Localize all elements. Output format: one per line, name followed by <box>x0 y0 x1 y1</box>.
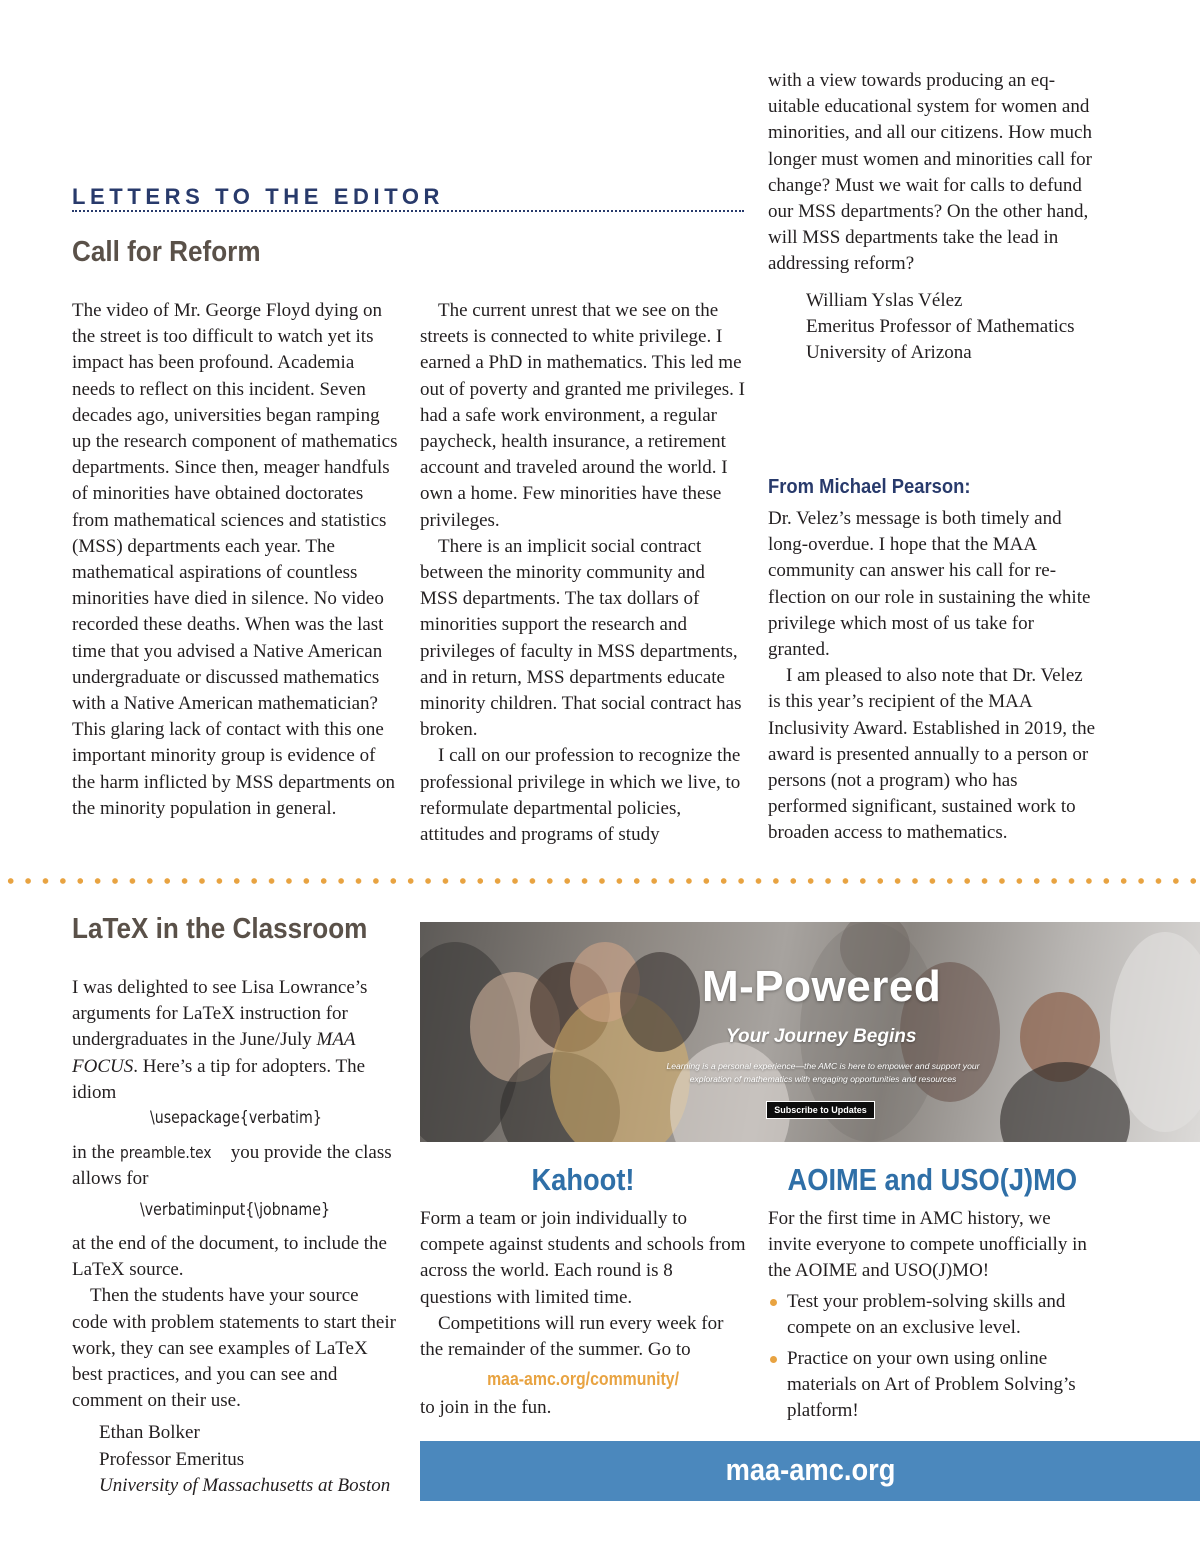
signature-name: William Yslas Vélez <box>806 289 963 311</box>
kahoot-paragraph: Competitions will run every week for the remainder of the summer. Go to <box>420 1312 724 1361</box>
publication-title: MAA FOCUS <box>72 1029 356 1077</box>
letter1-paragraph: The current unrest that we see on the streets is connected to white privilege. I earned a PhD in mathematics. This led me out of poverty and granted me privileges. I had a safe work environment, a regular paycheck, health insurance, a retirement account and traveled around the world. I own a home. Few minorities have these privileges. <box>420 300 746 531</box>
signature-org: University of Arizona <box>806 342 972 364</box>
section-divider <box>72 210 744 212</box>
letter2-paragraph: at the end of the document, to include the LaTeX source. <box>72 1233 387 1281</box>
reply-paragraph: Dr. Velez’s message is both timely and long-overdue. I hope that the MAA community can answer his call for reflection on our role in sustaining the white privilege which most of us take for granted. <box>768 508 1091 661</box>
hero-body: Learning is a personal experience—the AMC is here to empower and support your exploration of mathematics with engaging opportunities and resources <box>666 1061 980 1084</box>
signature-title: Professor Emeritus <box>99 1448 245 1470</box>
kahoot-paragraph: Form a team or join individually to compete against students and schools from across the world. Each round is 8 questions with limited time. <box>420 1208 746 1308</box>
reply-heading: From Michael Pearson: <box>768 476 971 498</box>
bullet-dot-icon <box>770 1356 777 1363</box>
inline-code: preamble.tex <box>119 1143 212 1162</box>
letter2-paragraph <box>72 1140 402 1192</box>
text-run: I was delighted to see Lisa Lowrance’s arguments for LaTeX instruction for undergraduates in the June/July <box>72 977 368 1051</box>
hero-title: M-Powered <box>702 962 942 1011</box>
letter2-signature <box>72 1420 398 1499</box>
amc-hero-banner <box>420 922 1200 1142</box>
letter1-paragraph: with a view towards producing an equitable educational system for women and minorities, and all our citizens. How much longer must women and minorities call for change? Must we wait for calls to defund our MSS departments? On the other hand, will MSS departments take the lead in addressing reform? <box>768 70 1092 275</box>
bullet-text: Test your problem-solving skills and compete on an exclusive level. <box>787 1290 1066 1338</box>
signature-title: Emeritus Professor of Mathematics <box>806 315 1075 337</box>
footer-url[interactable]: maa-amc.org <box>725 1452 895 1487</box>
letter-title-call-for-reform: Call for Reform <box>72 236 261 268</box>
amc-footer-bar[interactable] <box>420 1441 1200 1501</box>
reply-paragraph: I am pleased to also note that Dr. Velez is this year’s recipient of the MAA Inclusivity Award. Established in 2019, the award is presented annually to a person or persons (not a program) who has performed significant, sustained work to broaden access to mathematics. <box>768 665 1096 844</box>
community-link[interactable]: maa-amc.org/community/ <box>487 1369 679 1390</box>
reply-block <box>768 476 1098 847</box>
letter1-paragraph: There is an implicit social contract between the minority community and MSS departments. The tax dollars of minorities support the research and privileges of faculty in MSS departments, and in return, MSS departments educate minority children. That social contract has broken. <box>420 535 742 741</box>
letter2-paragraph <box>72 975 392 1106</box>
letter1-column-2 <box>420 298 746 848</box>
bullet-dot-icon <box>770 1299 777 1306</box>
kahoot-heading: Kahoot! <box>531 1162 635 1197</box>
photo-figure <box>620 952 700 1052</box>
aoime-paragraph: For the first time in AMC history, we invite everyone to compete unofficially in the AOIME and USO(J)MO! <box>768 1208 1087 1282</box>
aoime-bullet-list <box>768 1289 1098 1425</box>
text-run: . Here’s a tip for adopters. The idiom <box>72 1055 366 1103</box>
reply-body <box>768 506 1098 847</box>
section-label: LETTERS TO THE EDITOR <box>72 184 445 209</box>
letter1-paragraph: The video of Mr. George Floyd dying on the street is too difficult to watch yet its impact has been profound. Academia needs to reflect on this incident. Seven decades ago, universities began ramping up the research component of mathematics departments. Since then, meager handfuls of minorities have obtained doctorates from mathematical sciences and statistics (MSS) departments each year. The mathematical aspirations of countless minorities have died in silence. No video recorded these deaths. When was the last time that you advised a Native American undergraduate or discussed mathematics with a Native American mathematician? This glaring lack of contact with this one important minority group is evidence of the harm inflicted by MSS departments on the minority population in general. <box>72 300 398 819</box>
bullet-text: Practice on your own using online materials on Art of Problem Solving’s platform! <box>787 1348 1076 1422</box>
code-verbatiminput: \verbatiminput{\jobname} <box>140 1200 330 1219</box>
letter1-paragraph: I call on our profession to recognize the professional privilege in which we live, to reformulate departmental policies, attitudes and programs of study <box>420 745 741 846</box>
subscribe-button[interactable]: Subscribe to Updates <box>766 1101 875 1119</box>
letter2-column <box>72 975 392 1106</box>
list-item <box>768 1346 1098 1425</box>
list-item <box>768 1289 1098 1341</box>
photo-figure <box>1000 1062 1130 1142</box>
aoime-heading: AOIME and USO(J)MO <box>787 1162 1078 1197</box>
code-usepackage: \usepackage{verbatim} <box>150 1108 322 1127</box>
kahoot-column <box>420 1206 746 1421</box>
hero-subtitle: Your Journey Begins <box>726 1026 917 1047</box>
signature-name: Ethan Bolker <box>99 1422 200 1444</box>
kahoot-paragraph: to join in the fun. <box>420 1397 552 1419</box>
letter2-column <box>72 1231 398 1499</box>
signature-org: University of Massachusetts at Boston <box>99 1474 391 1496</box>
letter2-column <box>72 1140 402 1192</box>
letter-title-latex: LaTeX in the Classroom <box>72 913 368 945</box>
aoime-column <box>768 1206 1098 1425</box>
text-run: you provide the class allows for <box>72 1142 392 1190</box>
letter1-signature <box>768 288 1096 367</box>
letter2-paragraph: Then the students have your source code with problem statements to start their work, they can see examples of LaTeX best practices, and you can see and comment on their use. <box>72 1285 396 1412</box>
section-separator <box>0 878 1200 884</box>
text-run: in the <box>72 1142 120 1163</box>
letter1-column-3 <box>768 68 1096 366</box>
letter1-column-1 <box>72 298 402 822</box>
kahoot-link-row <box>420 1363 746 1395</box>
